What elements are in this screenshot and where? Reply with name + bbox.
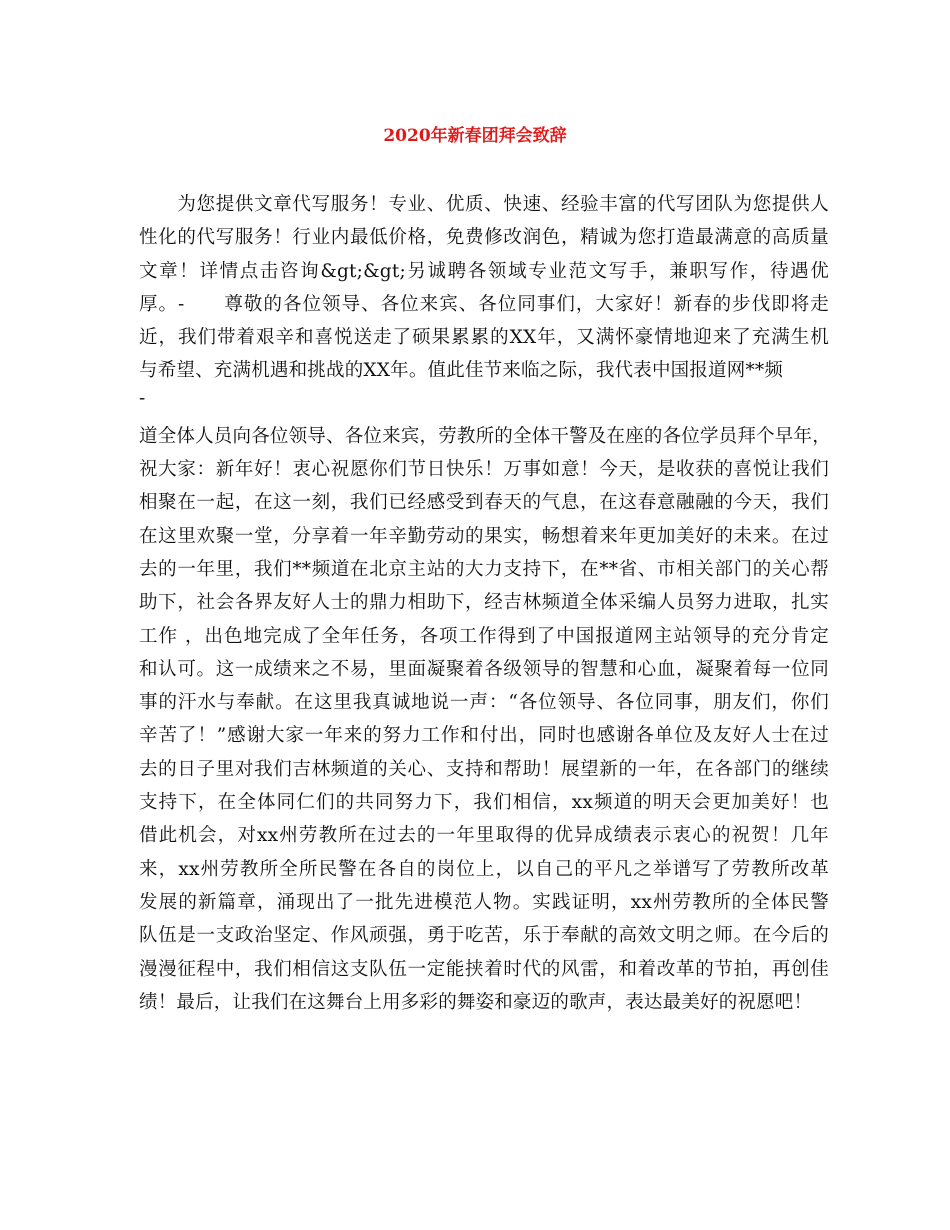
document-title: 2020年新春团拜会致辞 xyxy=(383,126,567,146)
text-line: 事的汗水与奉献。在这里我真诚地说一声：“各位领导、各位同事，朋友们，你们 xyxy=(139,692,829,714)
text-line: 文章！详情点击咨询&gt;&gt;另诚聘各领域专业范文写手，兼职写作，待遇优 xyxy=(139,260,829,282)
text-line: 在这里欢聚一堂，分享着一年辛勤劳动的果实，畅想着来年更加美好的未来。在过 xyxy=(139,525,829,547)
text-line: 祝大家：新年好！衷心祝愿你们节日快乐！万事如意！今天，是收获的喜悦让我们 xyxy=(139,459,829,481)
text-line: 道全体人员向各位领导、各位来宾，劳教所的全体干警及在座的各位学员拜个早年， xyxy=(139,425,831,447)
text-line: 厚。- 尊敬的各位领导、各位来宾、各位同事们，大家好！新春的步伐即将走 xyxy=(139,293,829,315)
text-line: 支持下，在全体同仁们的共同努力下，我们相信，xx频道的明天会更加美好！也 xyxy=(139,792,829,814)
text-line: 近，我们带着艰辛和喜悦送走了硕果累累的XX年，又满怀豪情地迎来了充满生机 xyxy=(139,327,829,349)
text-line: 借此机会，对xx州劳教所在过去的一年里取得的优异成绩表示衷心的祝贺！几年 xyxy=(139,825,829,847)
document-body xyxy=(139,188,829,1019)
text-line: 来，xx州劳教所全所民警在各自的岗位上，以自己的平凡之举谱写了劳教所改革 xyxy=(139,858,829,880)
separator-dash: - xyxy=(139,387,146,409)
text-line: 性化的代写服务！行业内最低价格，免费修改润色，精诚为您打造最满意的高质量 xyxy=(139,227,829,249)
text-line: 辛苦了！”感谢大家一年来的努力工作和付出，同时也感谢各单位及友好人士在过 xyxy=(139,725,829,747)
text-line: 相聚在一起，在这一刻，我们已经感受到春天的气息，在这春意融融的今天，我们 xyxy=(139,492,829,514)
text-line: 工作 ，出色地完成了全年任务，各项工作得到了中国报道网主站领导的充分肯定 xyxy=(139,625,829,647)
text-line: 发展的新篇章，涌现出了一批先进模范人物。实践证明，xx州劳教所的全体民警 xyxy=(139,891,829,913)
text-line: 漫漫征程中，我们相信这支队伍一定能挟着时代的风雷，和着改革的节拍，再创佳 xyxy=(139,958,829,980)
text-line: 队伍是一支政治坚定、作风顽强，勇于吃苦，乐于奉献的高效文明之师。在今后的 xyxy=(139,925,829,947)
spacer xyxy=(139,410,829,420)
text-line: 和认可。这一成绩来之不易，里面凝聚着各级领导的智慧和心血，凝聚着每一位同 xyxy=(139,658,829,680)
text-line: 绩！最后，让我们在这舞台上用多彩的舞姿和豪迈的歌声，表达最美好的祝愿吧！ xyxy=(139,991,813,1013)
text-line: 去的日子里对我们吉林频道的关心、支持和帮助！展望新的一年，在各部门的继续 xyxy=(139,758,829,780)
text-line: 为您提供文章代写服务！专业、优质、快速、经验丰富的代写团队为您提供人 xyxy=(139,194,829,215)
text-line: 助下，社会各界友好人士的鼎力相助下，经吉林频道全体采编人员努力进取，扎实 xyxy=(139,592,829,614)
text-line: 与希望、充满机遇和挑战的XX年。值此佳节来临之际，我代表中国报道网**频 xyxy=(139,360,784,382)
text-line: 去的一年里，我们**频道在北京主站的大力支持下，在**省、市相关部门的关心帮 xyxy=(139,558,829,580)
